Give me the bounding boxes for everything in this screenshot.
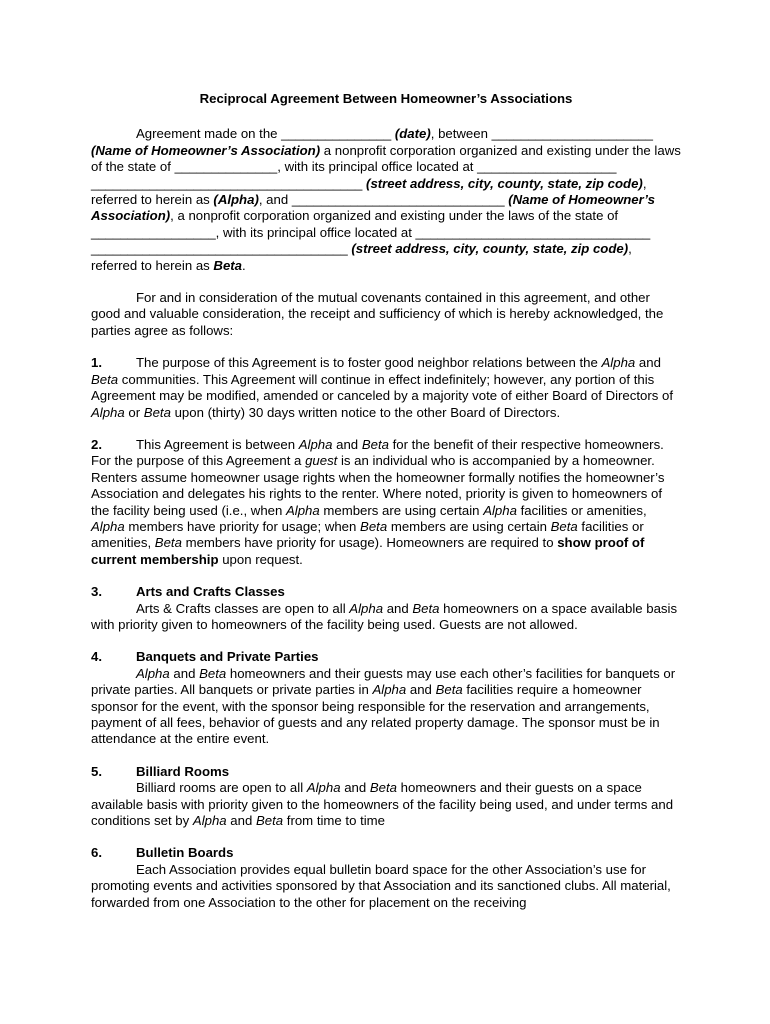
document-page [91,91,681,927]
document-title: Reciprocal Agreement Between Homeowner’s Associations [199,91,573,106]
section-heading: Bulletin Boards [136,845,234,861]
section-4: 4. Banquets and Private Parties Alpha and Beta homeowners and their guests may use each other’s facilities for banquets or private parties. All banquets or private parties in Alpha and Beta facilities require a homeowner sponsor for the event, with the sponsor being responsible for the reservation and arrangements, payment of all fees, behavior of guests and any related property damage. The sponsor must be in attendance at the entire event. [91,649,676,747]
beta-label: Beta [213,257,243,273]
section-heading: Arts and Crafts Classes [136,584,285,600]
intro-paragraph: Agreement made on the _______________ (date), between ______________________ (Name of Homeowner’s Association) a nonprofit corporation organized and existing under the laws of the state of ______________, with its principal office located at ___________________ _____________________________________ (street address, city, county, state, zip code), referred to herein as (Alpha), and _____________________________ (Name of Homeowner’s Association), a nonprofit corporation organized and existing under the laws of the state of _________________, with its principal office located at ________________________________ ___________________________________ (street address, city, county, state, zip code), referred to herein as Beta. [91,126,681,273]
section-number: 6. [91,845,102,861]
section-6: 6. Bulletin Boards Each Association provides equal bulletin board space for the other Association’s use for promoting events and activities sponsored by that Association and its sanctioned clubs. All material, forwarded from one Association to the other for placement on the receiving [91,845,671,910]
section-3: 3. Arts and Crafts Classes Arts & Crafts classes are open to all Alpha and Beta homeowners on a space available basis with priority given to homeowners of the facility being used. Guests are not allowed. [91,584,678,632]
assoc-label-2: (Name of Homeowner’s Association) [91,192,656,224]
assoc-label-1: (Name of Homeowner’s Association) [91,142,321,158]
section-5: 5. Billiard Rooms Billiard rooms are open to all Alpha and Beta homeowners and their guests on a space available basis with priority given to the homeowners of the facility being used, and under terms and conditions set by Alpha and Beta from time to time [91,763,674,829]
membership-proof-text: show proof of current membership [91,535,645,567]
section-heading: Billiard Rooms [136,763,230,779]
section-2: 2. This Agreement is between Alpha and Beta for the benefit of their respective homeowners. For the purpose of this Agreement a guest is an individual who is accompanied by a homeowner. Renters assume homeowner usage rights when the homeowner formally notifies the homeowner’s Association and delegates his rights to the renter. Where noted, priority is given to homeowners of the facility being used (i.e., when Alpha members are using certain Alpha facilities or amenities, Alpha members have priority for usage; when Beta members are using certain Beta facilities or amenities, Beta members have priority for usage). Homeowners are required to show proof of current membership upon request. [91,436,665,567]
section-heading: Banquets and Private Parties [136,649,319,665]
address-label-2: (street address, city, county, state, zip code) [351,241,629,257]
alpha-label: (Alpha) [213,192,259,208]
section-number: 4. [91,649,102,665]
section-number: 3. [91,584,102,600]
consideration-paragraph: For and in consideration of the mutual covenants contained in this agreement, and other good and valuable consideration, the receipt and sufficiency of which is hereby acknowledged, the parties agree as follows: [91,290,664,338]
section-number: 1. [91,355,102,371]
section-1: 1. The purpose of this Agreement is to foster good neighbor relations between the Alpha and Beta communities. This Agreement will continue in effect indefinitely; however, any portion of this Agreement may be modified, amended or canceled by a majority vote of either Board of Directors of Alpha or Beta upon (thirty) 30 days written notice to the other Board of Directors. [91,355,674,420]
section-number: 5. [91,763,102,779]
date-label: (date) [394,126,431,142]
section-number: 2. [91,436,102,452]
address-label-1: (street address, city, county, state, zip code) [366,175,643,191]
